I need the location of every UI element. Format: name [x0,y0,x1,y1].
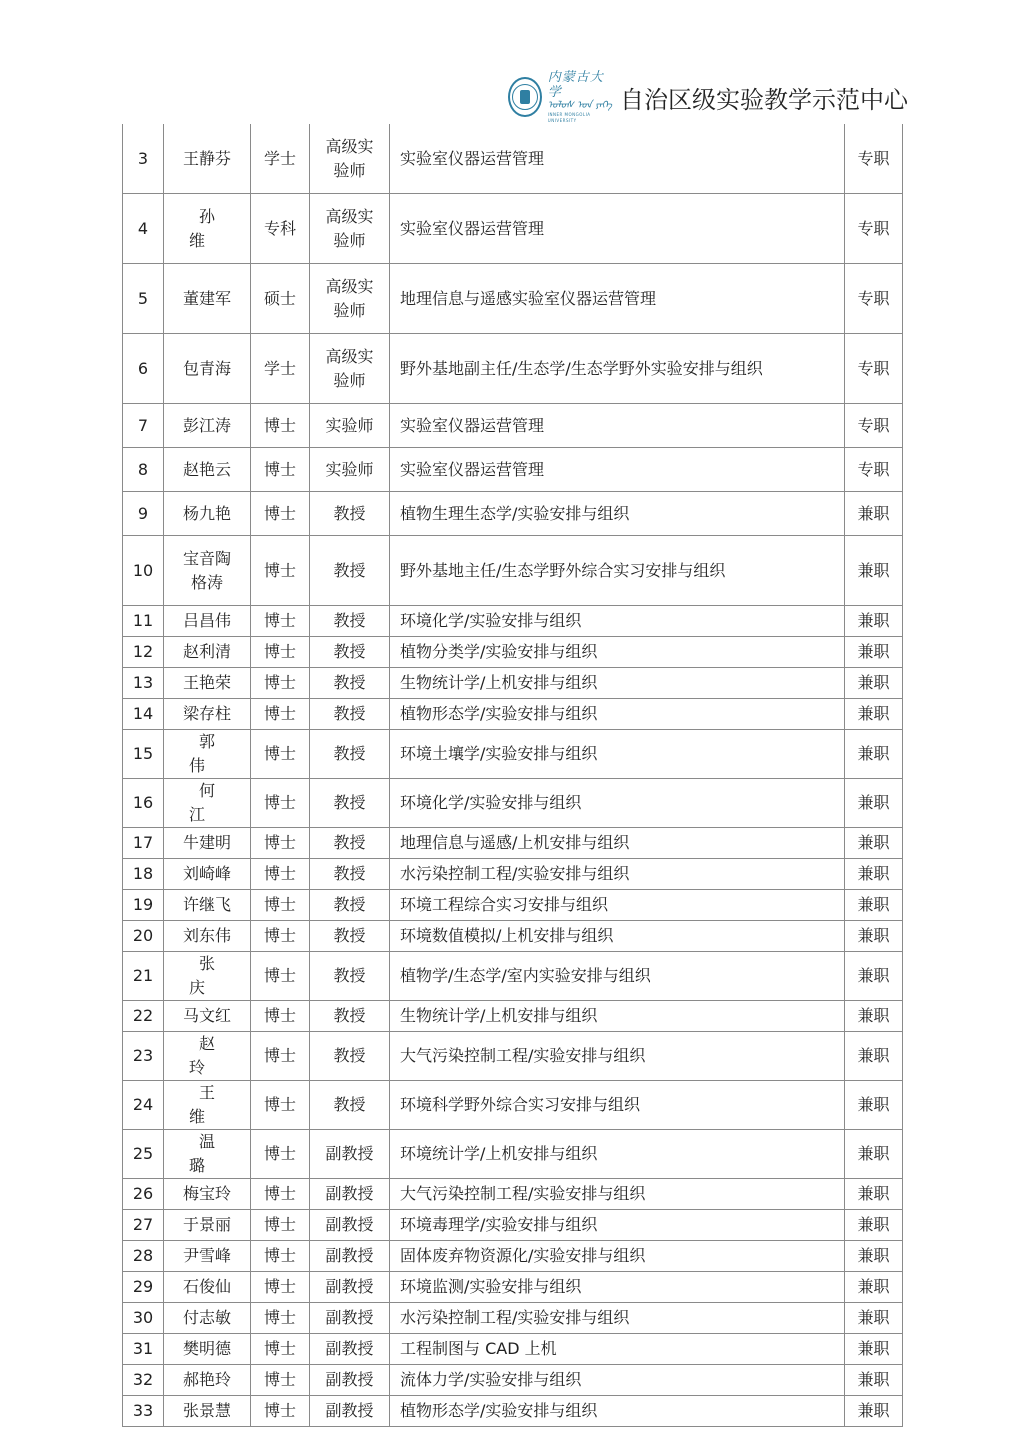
table-row [123,124,903,194]
cell-employment-type: 兼职 [845,921,903,952]
cell-employment-type: 兼职 [845,779,903,828]
cell-title: 教授 [310,1001,390,1032]
table-row [123,536,903,606]
table-row [123,448,903,492]
cell-degree: 博士 [251,699,310,730]
cell-degree: 博士 [251,637,310,668]
cell-employment-type: 兼职 [845,1081,903,1130]
cell-duty: 环境数值模拟/上机安排与组织 [390,921,845,952]
cell-degree: 博士 [251,1272,310,1303]
cell-title: 高级实验师 [310,264,390,334]
cell-name: 牛建明 [164,828,251,859]
cell-employment-type: 兼职 [845,699,903,730]
cell-degree: 学士 [251,124,310,194]
university-logo-text [547,70,614,123]
cell-name: 刘东伟 [164,921,251,952]
cell-employment-type: 兼职 [845,859,903,890]
cell-duty: 流体力学/实验安排与组织 [390,1365,845,1396]
cell-number: 17 [123,828,164,859]
cell-duty: 水污染控制工程/实验安排与组织 [390,859,845,890]
cell-duty: 实验室仪器运营管理 [390,194,845,264]
cell-degree: 博士 [251,1210,310,1241]
university-name-en: INNER MONGOLIA UNIVERSITY [547,112,591,123]
cell-number: 9 [123,492,164,536]
cell-name: 杨九艳 [164,492,251,536]
table-row [123,699,903,730]
cell-duty: 环境土壤学/实验安排与组织 [390,730,845,779]
cell-title: 实验师 [310,448,390,492]
cell-duty: 实验室仪器运营管理 [390,124,845,194]
table-row [123,921,903,952]
cell-degree: 硕士 [251,264,310,334]
table-row [123,1032,903,1081]
table-row [123,1303,903,1334]
cell-number: 29 [123,1272,164,1303]
cell-employment-type: 专职 [845,264,903,334]
cell-degree: 博士 [251,730,310,779]
table-row [123,952,903,1001]
cell-name: 张景慧 [164,1396,251,1427]
table-row [123,264,903,334]
table-row [123,859,903,890]
cell-employment-type: 专职 [845,334,903,404]
cell-title: 教授 [310,828,390,859]
cell-number: 14 [123,699,164,730]
cell-duty: 环境工程综合实习安排与组织 [390,890,845,921]
cell-degree: 博士 [251,1032,310,1081]
cell-number: 30 [123,1303,164,1334]
cell-employment-type: 专职 [845,404,903,448]
cell-employment-type: 兼职 [845,1396,903,1427]
center-title: 自治区级实验教学示范中心 [620,85,908,114]
cell-title: 副教授 [310,1396,390,1427]
cell-degree: 博士 [251,448,310,492]
cell-employment-type: 兼职 [845,1272,903,1303]
university-name-mn: ᠤᠯᠤᠰ ᠤᠨ ᠶᠡᠬᠡ [547,100,612,111]
table-row [123,1334,903,1365]
cell-number: 13 [123,668,164,699]
cell-name: 刘崎峰 [164,859,251,890]
cell-name: 王艳荣 [164,668,251,699]
cell-employment-type: 兼职 [845,890,903,921]
cell-number: 11 [123,606,164,637]
cell-title: 副教授 [310,1179,390,1210]
table-row [123,1179,903,1210]
cell-degree: 专科 [251,194,310,264]
cell-number: 16 [123,779,164,828]
cell-employment-type: 兼职 [845,1032,903,1081]
cell-number: 27 [123,1210,164,1241]
seal-ring [512,84,538,110]
cell-title: 教授 [310,492,390,536]
cell-degree: 博士 [251,404,310,448]
cell-duty: 实验室仪器运营管理 [390,404,845,448]
seal-emblem [520,90,530,104]
cell-name: 张庆 [164,952,251,1001]
cell-name: 王维 [164,1081,251,1130]
cell-name: 赵艳云 [164,448,251,492]
cell-number: 10 [123,536,164,606]
cell-title: 教授 [310,859,390,890]
cell-duty: 野外基地副主任/生态学/生态学野外实验安排与组织 [390,334,845,404]
cell-number: 15 [123,730,164,779]
cell-title: 高级实验师 [310,194,390,264]
cell-duty: 地理信息与遥感实验室仪器运营管理 [390,264,845,334]
cell-name: 郝艳玲 [164,1365,251,1396]
staff-table-body [123,124,903,1427]
cell-name: 吕昌伟 [164,606,251,637]
cell-degree: 博士 [251,890,310,921]
table-row [123,1241,903,1272]
table-row [123,1210,903,1241]
cell-degree: 博士 [251,1396,310,1427]
cell-degree: 博士 [251,779,310,828]
cell-duty: 植物形态学/实验安排与组织 [390,1396,845,1427]
cell-degree: 博士 [251,1303,310,1334]
cell-employment-type: 兼职 [845,536,903,606]
table-row [123,1001,903,1032]
cell-number: 7 [123,404,164,448]
table-row [123,1130,903,1179]
cell-title: 教授 [310,779,390,828]
cell-number: 4 [123,194,164,264]
cell-name: 宝音陶格涛 [164,536,251,606]
cell-duty: 植物形态学/实验安排与组织 [390,699,845,730]
cell-duty: 生物统计学/上机安排与组织 [390,1001,845,1032]
university-name-cn: 内蒙古大学 [547,70,604,100]
cell-duty: 固体废弃物资源化/实验安排与组织 [390,1241,845,1272]
table-row [123,668,903,699]
table-row [123,730,903,779]
cell-name: 石俊仙 [164,1272,251,1303]
cell-duty: 生物统计学/上机安排与组织 [390,668,845,699]
cell-employment-type: 专职 [845,448,903,492]
table-row [123,1272,903,1303]
cell-employment-type: 兼职 [845,1001,903,1032]
cell-duty: 环境统计学/上机安排与组织 [390,1130,845,1179]
cell-employment-type: 兼职 [845,730,903,779]
table-row [123,779,903,828]
cell-degree: 博士 [251,668,310,699]
cell-name: 付志敏 [164,1303,251,1334]
cell-title: 教授 [310,699,390,730]
cell-number: 28 [123,1241,164,1272]
cell-number: 26 [123,1179,164,1210]
cell-degree: 博士 [251,606,310,637]
cell-duty: 环境化学/实验安排与组织 [390,779,845,828]
cell-name: 樊明德 [164,1334,251,1365]
page-header [508,70,908,123]
table-row [123,334,903,404]
table-row [123,1396,903,1427]
cell-employment-type: 兼职 [845,952,903,1001]
cell-number: 33 [123,1396,164,1427]
cell-duty: 环境毒理学/实验安排与组织 [390,1210,845,1241]
cell-name: 何江 [164,779,251,828]
cell-number: 31 [123,1334,164,1365]
cell-employment-type: 兼职 [845,1130,903,1179]
cell-degree: 博士 [251,828,310,859]
cell-name: 梅宝玲 [164,1179,251,1210]
cell-duty: 植物生理生态学/实验安排与组织 [390,492,845,536]
cell-number: 8 [123,448,164,492]
cell-number: 24 [123,1081,164,1130]
cell-number: 25 [123,1130,164,1179]
cell-number: 20 [123,921,164,952]
cell-name: 董建军 [164,264,251,334]
cell-duty: 大气污染控制工程/实验安排与组织 [390,1032,845,1081]
cell-duty: 地理信息与遥感/上机安排与组织 [390,828,845,859]
table-row [123,1081,903,1130]
cell-employment-type: 兼职 [845,1365,903,1396]
cell-employment-type: 兼职 [845,1210,903,1241]
table-row [123,1365,903,1396]
cell-title: 副教授 [310,1334,390,1365]
cell-employment-type: 兼职 [845,1241,903,1272]
cell-title: 高级实验师 [310,334,390,404]
cell-number: 19 [123,890,164,921]
cell-degree: 博士 [251,921,310,952]
cell-employment-type: 专职 [845,124,903,194]
cell-employment-type: 兼职 [845,606,903,637]
cell-title: 教授 [310,606,390,637]
cell-degree: 博士 [251,1179,310,1210]
cell-degree: 博士 [251,1001,310,1032]
cell-title: 副教授 [310,1365,390,1396]
cell-title: 实验师 [310,404,390,448]
cell-title: 副教授 [310,1303,390,1334]
cell-number: 32 [123,1365,164,1396]
table-row [123,828,903,859]
cell-name: 于景丽 [164,1210,251,1241]
cell-number: 5 [123,264,164,334]
staff-table [122,124,903,1427]
cell-title: 教授 [310,952,390,1001]
cell-employment-type: 兼职 [845,828,903,859]
cell-degree: 博士 [251,1334,310,1365]
cell-name: 梁存柱 [164,699,251,730]
cell-degree: 博士 [251,492,310,536]
cell-name: 赵玲 [164,1032,251,1081]
cell-title: 副教授 [310,1210,390,1241]
cell-duty: 植物分类学/实验安排与组织 [390,637,845,668]
cell-name: 郭伟 [164,730,251,779]
cell-title: 副教授 [310,1241,390,1272]
cell-number: 18 [123,859,164,890]
cell-name: 许继飞 [164,890,251,921]
cell-title: 副教授 [310,1130,390,1179]
cell-employment-type: 专职 [845,194,903,264]
cell-title: 教授 [310,1032,390,1081]
cell-duty: 实验室仪器运营管理 [390,448,845,492]
cell-degree: 博士 [251,536,310,606]
cell-name: 温璐 [164,1130,251,1179]
cell-name: 包青海 [164,334,251,404]
cell-degree: 博士 [251,1365,310,1396]
cell-duty: 植物学/生态学/室内实验安排与组织 [390,952,845,1001]
cell-degree: 博士 [251,1241,310,1272]
cell-title: 教授 [310,536,390,606]
cell-number: 3 [123,124,164,194]
cell-name: 马文红 [164,1001,251,1032]
cell-duty: 环境化学/实验安排与组织 [390,606,845,637]
cell-title: 副教授 [310,1272,390,1303]
table-row [123,404,903,448]
cell-name: 王静芬 [164,124,251,194]
cell-duty: 工程制图与 CAD 上机 [390,1334,845,1365]
cell-title: 教授 [310,730,390,779]
cell-duty: 大气污染控制工程/实验安排与组织 [390,1179,845,1210]
table-row [123,492,903,536]
cell-number: 22 [123,1001,164,1032]
cell-title: 高级实验师 [310,124,390,194]
cell-degree: 博士 [251,952,310,1001]
cell-title: 教授 [310,637,390,668]
cell-name: 彭江涛 [164,404,251,448]
cell-degree: 博士 [251,1081,310,1130]
cell-employment-type: 兼职 [845,637,903,668]
cell-degree: 博士 [251,1130,310,1179]
cell-degree: 博士 [251,859,310,890]
cell-number: 23 [123,1032,164,1081]
cell-number: 12 [123,637,164,668]
cell-duty: 环境科学野外综合实习安排与组织 [390,1081,845,1130]
cell-employment-type: 兼职 [845,1303,903,1334]
cell-name: 尹雪峰 [164,1241,251,1272]
table-row [123,637,903,668]
table-row [123,606,903,637]
cell-employment-type: 兼职 [845,1334,903,1365]
cell-title: 教授 [310,921,390,952]
cell-duty: 野外基地主任/生态学野外综合实习安排与组织 [390,536,845,606]
cell-name: 赵利清 [164,637,251,668]
cell-number: 21 [123,952,164,1001]
cell-title: 教授 [310,890,390,921]
cell-employment-type: 兼职 [845,492,903,536]
cell-duty: 环境监测/实验安排与组织 [390,1272,845,1303]
cell-name: 孙维 [164,194,251,264]
cell-employment-type: 兼职 [845,668,903,699]
cell-degree: 学士 [251,334,310,404]
cell-duty: 水污染控制工程/实验安排与组织 [390,1303,845,1334]
cell-title: 教授 [310,1081,390,1130]
cell-number: 6 [123,334,164,404]
university-seal-icon [508,77,542,117]
table-row [123,194,903,264]
cell-employment-type: 兼职 [845,1179,903,1210]
table-row [123,890,903,921]
cell-title: 教授 [310,668,390,699]
